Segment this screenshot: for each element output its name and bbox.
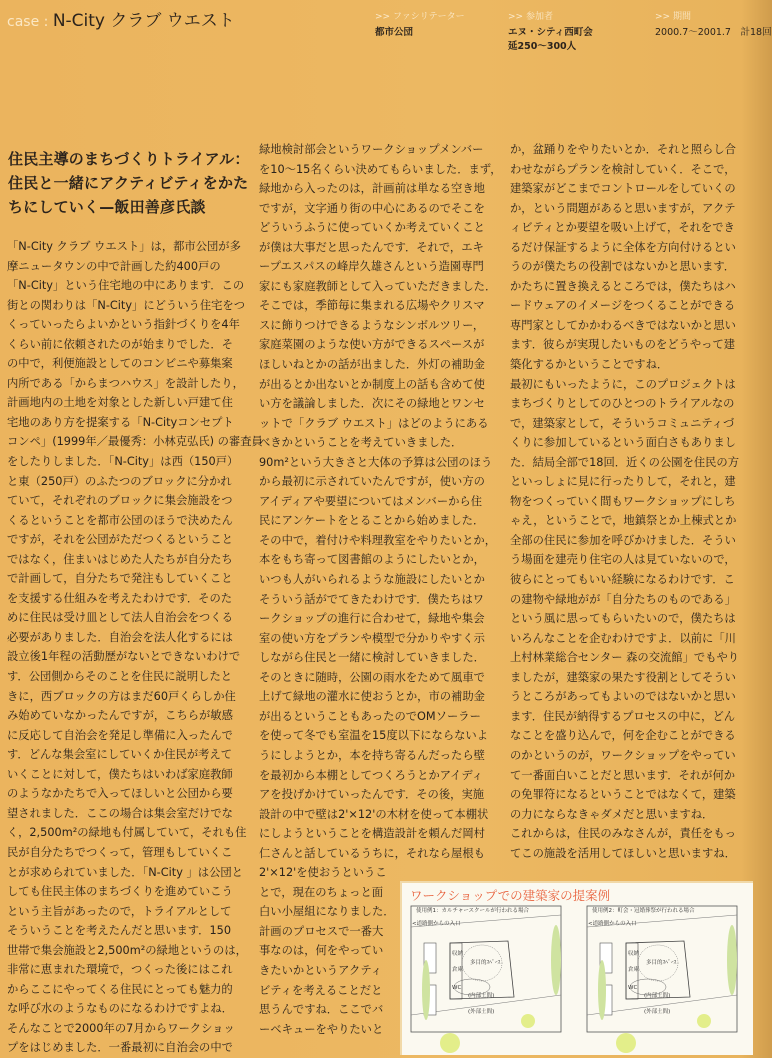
text-line: とで，現在のちょっと面 xyxy=(259,885,384,899)
text-line: という風に思ってもらいたいので，僕たちは xyxy=(510,612,736,626)
text-line: その中で，着付けや料理教室をやりたいとか， xyxy=(259,533,497,547)
text-line: 計画のプロセスで一番大 xyxy=(259,924,384,938)
text-line: す．公団側からそのことを住民に説明したと xyxy=(7,670,233,684)
text-line: ゃえ，ということで，地鎮祭とか上棟式とか xyxy=(510,514,737,528)
text-line: 街との関わりは「N-City」にどういう住宅をつ xyxy=(7,298,246,312)
plan-label-caption: 使用例1：カルチャースクールが行われる場合 xyxy=(416,908,529,914)
text-line: きに，西ブロックの方はまだ60戸くらしか住 xyxy=(7,689,236,703)
plan-label-caption: 使用例2：町会・冠婚葬祭が行われる場合 xyxy=(592,908,695,914)
text-line: 室の使い方をプランや模型で分かりやすく示 xyxy=(259,631,485,645)
text-line: にしようということを構造設計を頼んだ岡村 xyxy=(259,827,485,841)
floor-plan-1 xyxy=(410,905,570,1045)
text-line: しても住民主体のまちづくりを進めていこう xyxy=(7,885,233,899)
text-line: コンペ」(1999年／最優秀：小林克弘氏) の審査員 xyxy=(7,435,263,449)
text-line: 「N-City クラブ ウエスト」は，都市公団が多 xyxy=(7,240,241,253)
text-line: 「N-City」という住宅地の中にあります．この xyxy=(7,279,245,293)
text-line: 非常に恵まれた環境で，つくった後にはこれ xyxy=(7,963,233,977)
text-line: 民が自分たちでつくって，管理もしていくこ xyxy=(7,845,233,859)
text-line: 宅地のあり方を提案する「N-Cityコンセプト xyxy=(7,415,234,429)
plan-label-room: 多目的ｽﾍﾟｰｽ xyxy=(470,960,501,966)
text-line: ではなく，住まいはじめた人たちが自分たち xyxy=(7,552,233,566)
text-line: 事なのは，何をやってい xyxy=(259,944,384,958)
text-line: 緑地検討部会というワークショップメンバー xyxy=(259,143,484,156)
text-line: かたちに置き換えるところでは，僕たちはハ xyxy=(510,279,736,293)
text-line: な呼び水のようなものになるわけですよね． xyxy=(7,1002,233,1016)
text-line: いろんなことを企むわけですよ．以前に「川 xyxy=(510,631,736,645)
article-column-1 xyxy=(7,237,263,1058)
text-line: いくことに対して，僕たちはいわば家庭教師 xyxy=(7,767,233,781)
text-line: るだけ保証するように全体を方向付けるとい xyxy=(510,240,736,254)
case-separator: : xyxy=(39,14,53,30)
text-line: 90m²という大きさと大体の予算は公団のほう xyxy=(259,455,493,469)
text-line: わせながらプランを検討していく．そこで， xyxy=(510,162,736,176)
text-line: で計画して，自分たちで発注もしていくこと xyxy=(7,572,233,586)
text-line: うにしようとか，本を持ち寄るんだったら壁 xyxy=(259,748,485,762)
text-line: とが求められていました．「N-City 」は公団と xyxy=(7,865,243,879)
participants-value: エヌ・シティ西町会 xyxy=(508,27,593,38)
text-line: 物をつくっていく間もワークショップにしち xyxy=(510,494,736,508)
text-line: ットで「クラブ ウエスト」はどのようにある xyxy=(259,416,489,430)
text-line: 緑地から入ったのは，計画前は単なる空き地 xyxy=(259,182,485,196)
text-line: 摩ニュータウンの中で計画した約400戸の xyxy=(7,259,221,273)
text-line: 専門家としてかかわるべきではないかと思い xyxy=(510,318,736,332)
figure-title: ワークショップでの建築家の提案例 xyxy=(410,888,611,903)
text-line: そういう話がでてきたわけです．僕たちはワ xyxy=(259,592,485,606)
plan-label-entrance: <道路側からの入口 xyxy=(588,921,637,927)
text-line: 最初にもいったように，このプロジェクトは xyxy=(510,377,736,391)
text-line: 設立後1年程の活動歴がないとできないわけで xyxy=(7,650,241,664)
text-line: 民にアンケートをとることから始めました． xyxy=(259,514,485,528)
plan-label-warehouse: 倉庫 xyxy=(628,967,640,973)
text-line: ィビティとか要望を吸い上げて，それをでき xyxy=(510,221,735,235)
text-line: そのときに随時，公園の雨水をためて風車で xyxy=(259,670,485,684)
text-line: ます．彼らが実現したいものをどうやって建 xyxy=(510,338,736,352)
text-line: まちづくりとしてのひとつのトライアルなの xyxy=(510,397,735,411)
text-line: を最初から本棚としてつくろうとかアイディ xyxy=(259,768,484,782)
plan-label-doma: (内部土間) xyxy=(644,993,671,999)
facilitator-label: >> ファシリテーター xyxy=(375,12,465,22)
text-line: 建築家がどこまでコントロールをしていくの xyxy=(510,182,736,196)
text-line: くりに参加しているという面白さもありまし xyxy=(510,436,736,450)
text-line: といっしょに見に行ったりして，それと，建 xyxy=(510,475,736,489)
project-name: N-City クラブ ウエスト xyxy=(52,11,235,31)
text-line: なことを盛り込んで，何を企むことができる xyxy=(510,729,736,743)
text-line: アを投げかけていったんです．その後，実施 xyxy=(259,788,485,802)
plan-label-outer: (外部土間) xyxy=(644,1009,671,1015)
text-line: 全部の住民に参加を呼びかけました．そうい xyxy=(510,533,736,547)
text-line: 2'×12'を使おうというこ xyxy=(259,866,387,880)
headline-line: ちにしていく—飯田善彦氏談 xyxy=(8,198,206,216)
text-line: のようなかたちで入ってほしいと公団から要 xyxy=(7,787,233,801)
headline-line: 住民と一緒にアクティビティをかた xyxy=(8,174,249,192)
text-line: から最初に示されていたんですが，使い方の xyxy=(259,475,485,489)
plan-label-room: 多目的ｽﾍﾟｰｽ xyxy=(646,960,677,966)
text-line: を10～15名くらい決めてもらいました．まず， xyxy=(259,162,502,176)
case-title xyxy=(7,6,235,31)
text-line: を支援する仕組みを考えたわけです．そのた xyxy=(7,591,233,605)
text-line: そういうことを考えたんだと思います．150 xyxy=(7,924,232,938)
text-line: て一番面白いことだと思います．それが何か xyxy=(510,768,736,782)
plan-label-wc: WC xyxy=(628,985,638,991)
text-line: ークショップの進行に合わせて，緑地や集会 xyxy=(259,612,485,626)
text-line: み始めていなかったんですが，こちらが敏感 xyxy=(7,709,233,723)
text-line: これからは，住民のみなさんが，責任をもっ xyxy=(510,827,736,841)
text-line: か，という問題があると思いますが，アクテ xyxy=(510,201,736,215)
text-line: 彼らにとってもいい経験になるわけです．こ xyxy=(510,573,735,587)
text-line: という主旨があったので，トライアルとして xyxy=(7,904,232,918)
text-line: の力にならなきゃダメだと思いますね． xyxy=(510,807,714,821)
plan-label-outer: (外部土間) xyxy=(468,1009,495,1015)
text-line: アイディアや要望についてはメンバーから住 xyxy=(259,494,483,508)
participants-count: 延250～300人 xyxy=(508,41,577,52)
text-line: 上村林業総合センター 森の交流館」でもやり xyxy=(510,651,740,665)
text-line: ます．住民が納得するプロセスの中に，どん xyxy=(510,709,736,723)
text-line: に反応して自治会を発足し準備に入ったんで xyxy=(7,728,233,742)
text-line: うところがあってもよいのではないかと思い xyxy=(510,690,736,704)
text-line: が僕は大事だと思ったんです．それで，エキ xyxy=(259,240,484,254)
plan-label-storage: 収納 xyxy=(452,951,464,957)
text-line: ですが，それを公団がただつくるということ xyxy=(7,533,233,547)
text-line: ーベキューをやりたいと xyxy=(259,1022,384,1036)
text-line: す．どんな集会室にしていくか住民が考えて xyxy=(7,748,233,762)
text-line: くっていったらよいかという指針づくりを4年 xyxy=(7,318,240,332)
period-label: >> 期間 xyxy=(655,12,691,22)
text-line: う場面を建売り住宅の人は見ていないので， xyxy=(510,553,736,567)
text-line: 家庭菜園のような使い方ができるスペースが xyxy=(259,338,485,352)
article-column-3 xyxy=(510,140,739,863)
case-prefix: case xyxy=(7,14,40,30)
text-line: どういうふうに使っていくか考えていくこと xyxy=(259,221,485,235)
period-value: 2000.7～2001.7 計18回 xyxy=(655,27,772,38)
text-line: の中で，利便施設としてのコンビニや募集案 xyxy=(7,357,233,371)
text-line: 白い小屋組になりました． xyxy=(259,905,395,919)
text-line: からここにやってくる住民にとっても魅力的 xyxy=(7,982,233,996)
text-line: ですが，文字通り街の中心にあるのでそこを xyxy=(259,201,485,215)
text-line: めに住民は受け皿として法人自治会をつくる xyxy=(7,611,233,625)
text-line: 設計の中で壁は2'×12'の木材を使って本棚状 xyxy=(259,807,489,821)
text-line: が出るということもあったのでOMソーラー xyxy=(259,709,481,723)
text-line: 本をもち寄って図書館のようにしたいとか， xyxy=(259,553,485,567)
text-line: 世帯で集会施設と2,500m²の緑地というのは， xyxy=(7,943,247,957)
facilitator-value: 都市公団 xyxy=(375,27,414,38)
text-line: をしたりしました．「N-City」は西（150戸） xyxy=(7,455,239,469)
text-line: 家にも家庭教師として入っていただきました． xyxy=(259,279,497,293)
floor-plan-2 xyxy=(586,905,746,1045)
text-line: で，建築家として，そういうコミュニティづ xyxy=(510,416,735,430)
text-line: てこの施設を活用してほしいと思いますね． xyxy=(510,846,736,860)
text-line: ビティを考えることだと xyxy=(259,983,383,997)
text-line: しながら住民と一緒に検討していきました． xyxy=(259,651,485,665)
text-line: た．結局全部で18回．近くの公園を住民の方 xyxy=(510,455,740,469)
text-line: くるということを都市公団のほうで決めたん xyxy=(7,513,233,527)
text-line: ードウェアのイメージをつくることができる xyxy=(510,299,736,313)
plan-label-doma: (内部土間) xyxy=(468,993,495,999)
text-line: と東（250戸）のふたつのブロックに分かれ xyxy=(7,474,232,488)
text-line: 仁さんと話しているうちに，それなら屋根も xyxy=(259,846,485,860)
text-line: うのが僕たちの役割ではないかと思います． xyxy=(510,260,736,274)
text-line: ほしいねとかの話が出ました．外灯の補助金 xyxy=(259,358,485,372)
text-line: 内所である「からまつハウス」を設計したり， xyxy=(7,376,244,390)
text-line: 計画地内の土地を対象とした新しい戸建て住 xyxy=(7,396,233,410)
text-line: くらい前に依頼されたのが始まりでした．そ xyxy=(7,337,233,351)
text-line: そこでは，季節毎に集まれる広場やクリスマ xyxy=(259,299,485,313)
text-line: 必要がありました．自治会を法人化するには xyxy=(7,630,233,644)
text-line: ープエスパスの峰岸久雄さんという造園専門 xyxy=(259,260,484,274)
text-line: ましたが，建築家の果たす役割としてそうい xyxy=(510,670,736,684)
text-line: ていて，それぞれのブロックに集会施設をつ xyxy=(7,494,233,508)
plan-label-storage: 収納 xyxy=(628,951,640,957)
proposal-figure xyxy=(400,881,753,1055)
text-line: プをはじめました．一番最初に自治会の中で xyxy=(7,1041,233,1055)
headline-line: 住民主導のまちづくりトライアル： xyxy=(8,150,250,168)
plan-label-wc: WC xyxy=(452,985,462,991)
participants-label: >> 参加者 xyxy=(508,12,553,22)
text-line: 築化するかということですね． xyxy=(510,358,669,372)
text-line: いつも人がいられるような施設にしたいとか xyxy=(259,573,485,587)
text-line: い方を議論しました．次にその緑地とワンセ xyxy=(259,397,485,411)
plan-label-entrance: <道路側からの入口 xyxy=(412,921,461,927)
text-line: 望されました．ここの場合は集会室だけでな xyxy=(7,806,233,820)
text-line: を使って冬でも室温を15度以下にならないよ xyxy=(259,729,489,743)
text-line: スに飾りつけできるようなシンボルツリー， xyxy=(259,318,485,332)
text-line: そんなことで2000年の7月からワークショッ xyxy=(7,1021,235,1035)
text-line: く，2,500m²の緑地も付属していて，それも住 xyxy=(7,826,247,840)
text-line: が出るとか出ないとか制度上の話も含めて使 xyxy=(259,377,485,391)
text-line: の建物や緑地がが「自分たちのものである」 xyxy=(510,592,736,606)
text-line: か，盆踊りをやりたいとか．それと照らし合 xyxy=(510,143,736,156)
plan-label-warehouse: 倉庫 xyxy=(452,967,464,973)
text-line: 上げて緑地の灌水に使おうとか，市の補助金 xyxy=(259,690,485,704)
text-line: べきかということを考えていきました． xyxy=(259,436,463,450)
article-headline xyxy=(8,147,250,219)
text-line: きたいかというアクティ xyxy=(259,963,383,977)
text-line: の免罪符になるということではなくて，建築 xyxy=(510,788,736,802)
text-line: のかというのが，ワークショップをやってい xyxy=(510,748,736,762)
text-line: 思うんですね．ここでバ xyxy=(259,1003,384,1017)
